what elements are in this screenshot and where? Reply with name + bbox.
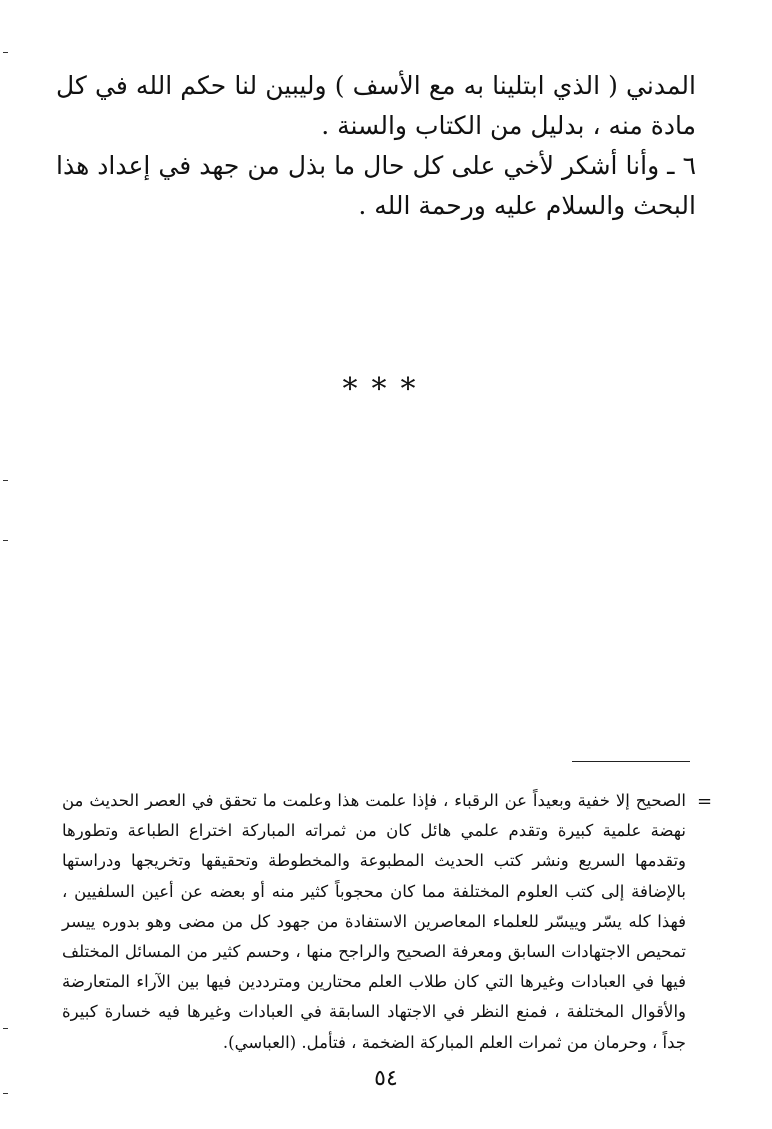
margin-tick bbox=[3, 480, 8, 481]
margin-tick bbox=[3, 52, 8, 53]
footnote-continuation-marker: = bbox=[697, 791, 713, 812]
footnote bbox=[62, 786, 686, 1058]
margin-tick bbox=[3, 540, 8, 541]
paragraph-2: ٦ ـ وأنا أشكر لأخي على كل حال ما بذل من جهد في إعداد هذا البحث والسلام عليه ورحمة الله . bbox=[56, 151, 696, 220]
footnote-divider bbox=[572, 761, 690, 762]
margin-tick bbox=[3, 1028, 8, 1029]
main-text bbox=[56, 66, 696, 226]
page-number: ٥٤ bbox=[374, 1066, 398, 1091]
margin-tick bbox=[3, 1093, 8, 1094]
paragraph-1: المدني ( الذي ابتلينا به مع الأسف ) وليبين لنا حكم الله في كل مادة منه ، بدليل من الكتاب والسنة . bbox=[56, 71, 696, 140]
asterisk-separator: *** bbox=[342, 372, 430, 407]
footnote-paragraph: الصحيح إلا خفية وبعيداً عن الرقباء ، فإذا علمت هذا وعلمت ما تحقق في العصر الحديث من نهضة علمية كبيرة وتقدم علمي هائل كان من ثمراته المباركة اختراع الطباعة وتطورها وتقدمها السريع ونشر كتب الحديث المطبوعة والمخطوطة وتحقيقها وتخريجها ودراستها بالإضافة إلى كتب العلوم المختلفة مما كان محجوباً كثير منه أو بعضه عن أعين السلفيين ، فهذا كله يسّر وييسّر للعلماء المعاصرين الاستفادة من جهود كل من مضى وهو بدوره ييسر تمحيص الاجتهادات السابق ومعرفة الصحيح والراجح منها ، وحسم كثير من المسائل المختلف فيها في العبادات وغيرها التي كان طلاب العلم محتارين ومترددين فيها بين الآراء المتعارضة والأقوال المختلفة ، فمنع النظر في الاجتهاد السابقة في العبادات وغيرها فيه خسارة كبيرة جداً ، وحرمان من ثمرات العلم المباركة الضخمة ، فتأمل. (العباسي). bbox=[62, 791, 686, 1052]
